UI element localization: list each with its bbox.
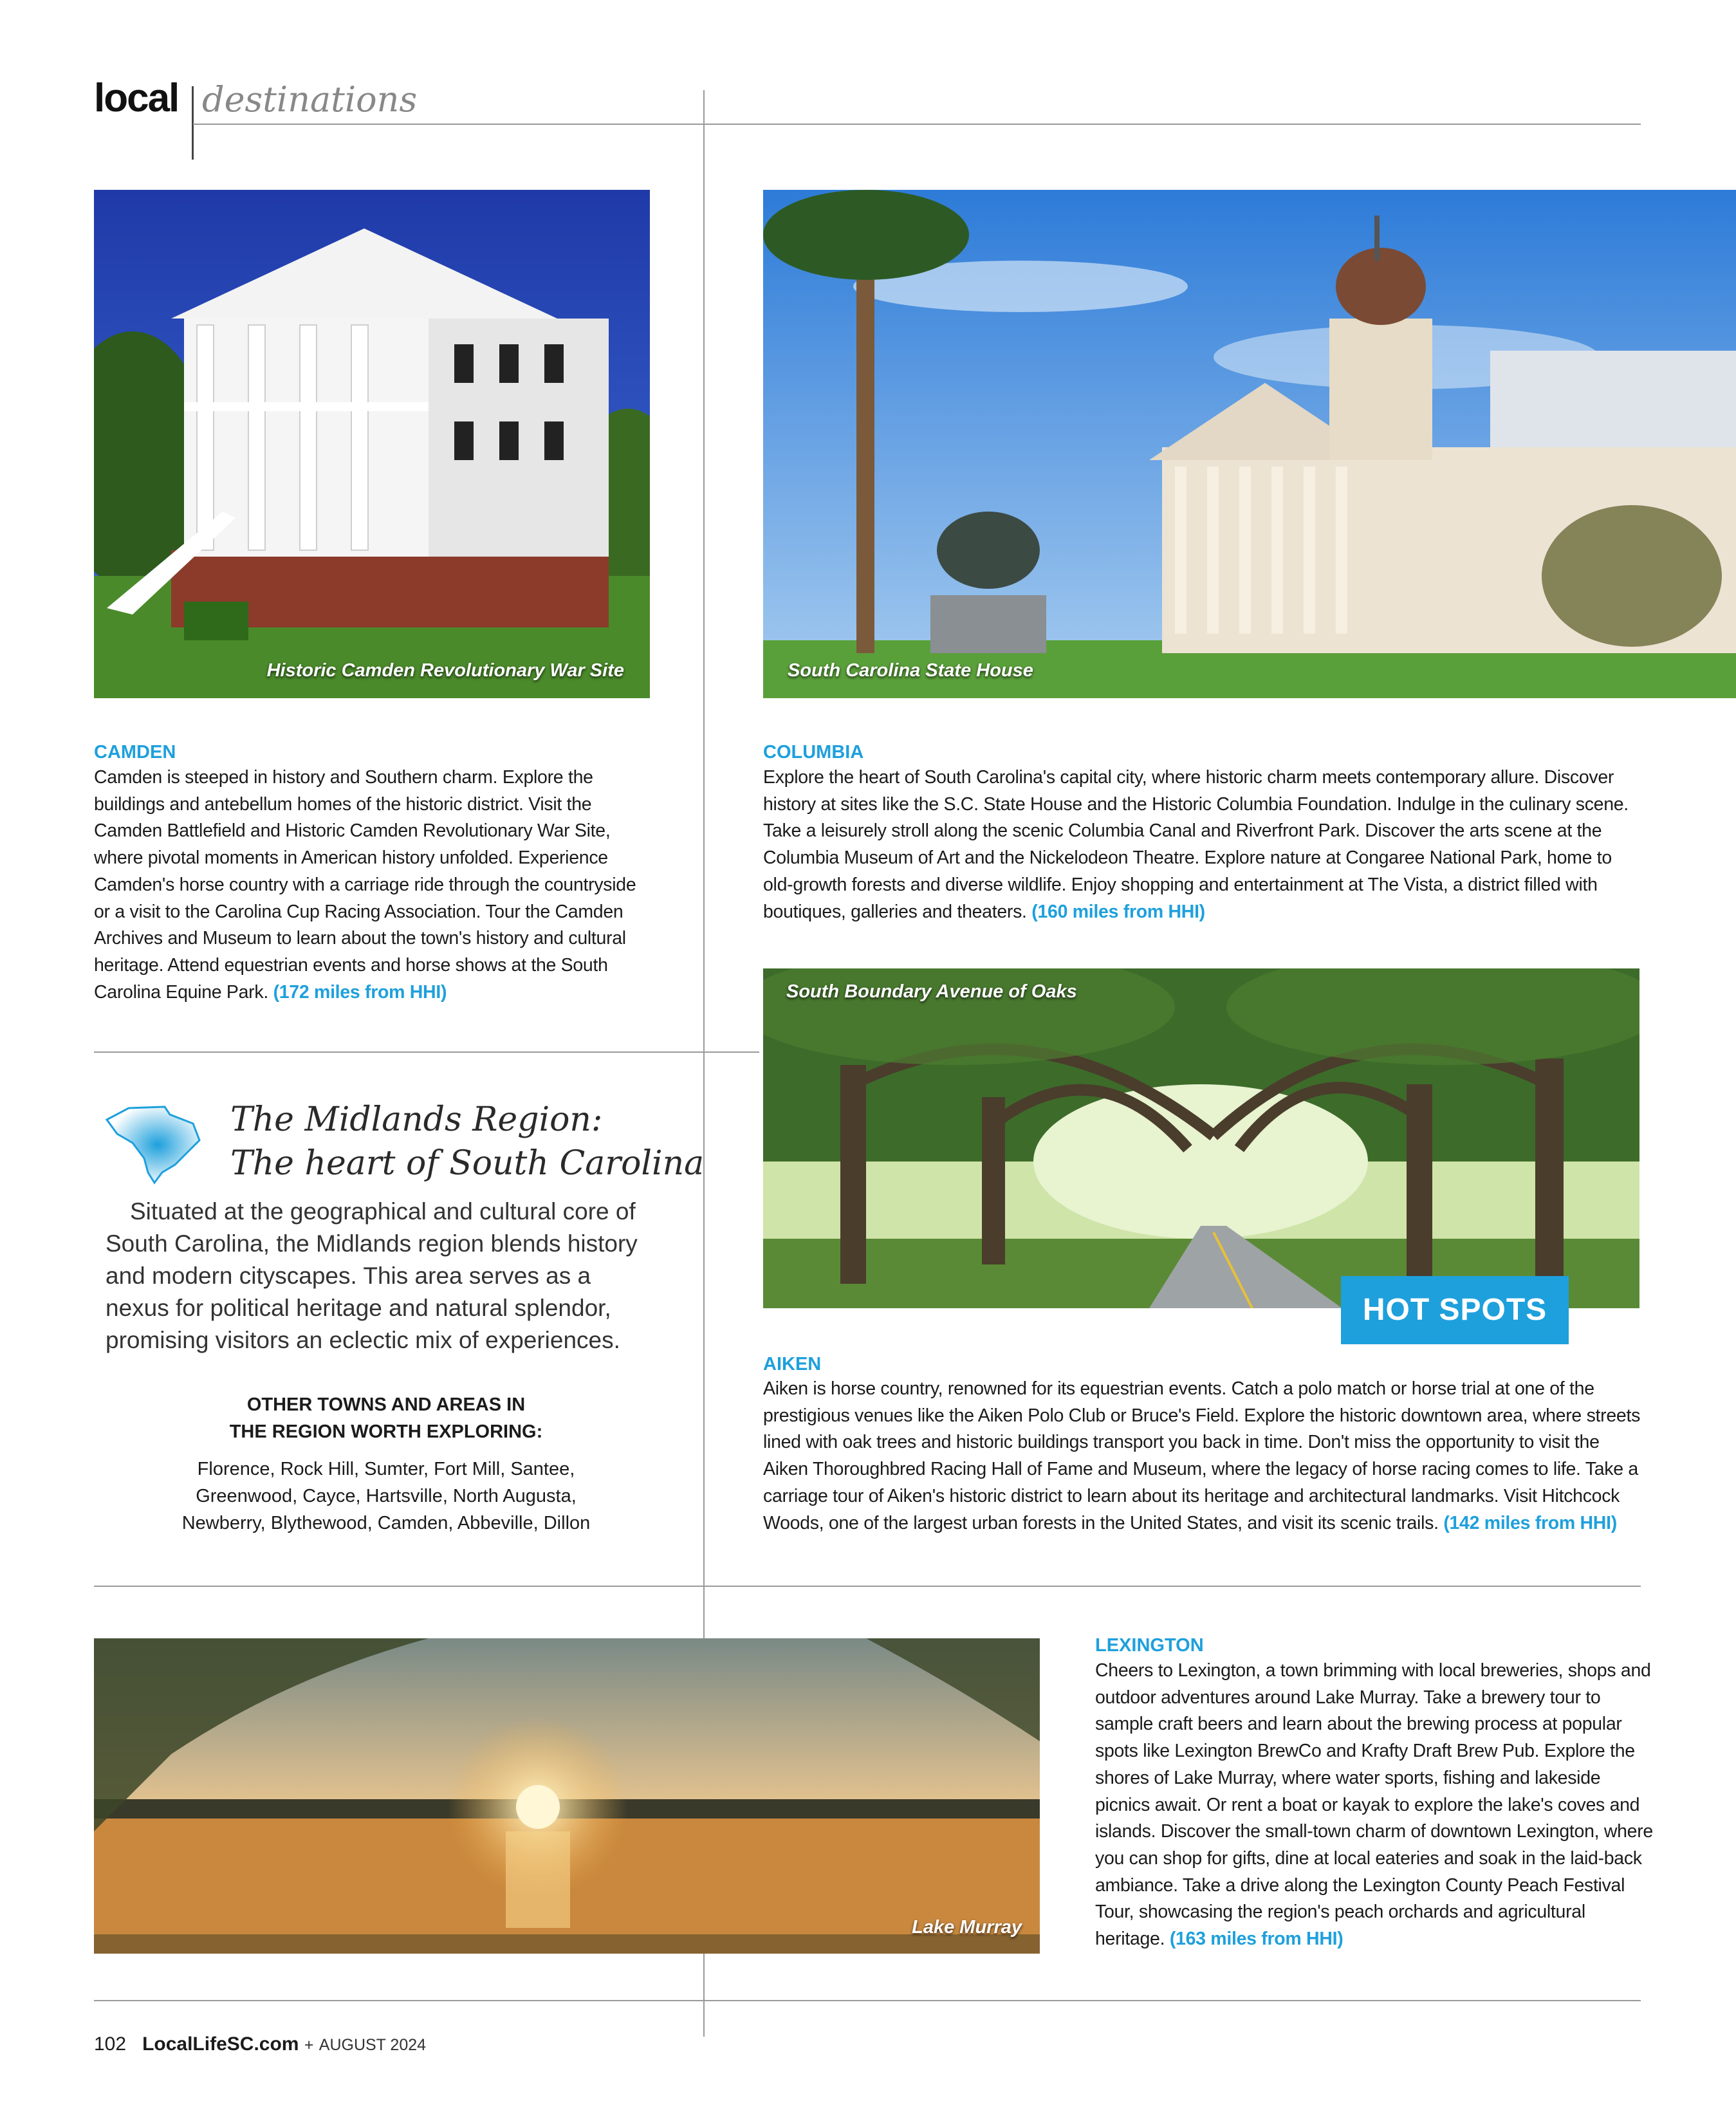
columbia-heading: COLUMBIA (763, 742, 864, 763)
other-towns-heading-line1: OTHER TOWNS AND AREAS IN (246, 1394, 526, 1415)
aiken-caption: South Boundary Avenue of Oaks (786, 981, 1077, 1002)
other-towns-heading (109, 1391, 663, 1445)
camden-caption: Historic Camden Revolutionary War Site (266, 660, 624, 681)
columbia-body-text: Explore the heart of South Carolina's capital city, where historic charm meets contemporary allure. Discover history at sites like the S.C. State House and the Historic Columbia Foundation. Indulge in the culinary scene. Take a leisurely stroll along the scenic Columbia Canal and Riverfront Park. Discover the arts scene at the Columbia Museum of Art and the Nickelodeon Theatre. Explore nature at Congaree National Park, home to old-growth forests and diverse wildlife. Enjoy shopping and entertainment at The Vista, a district filled with boutiques, galleries and theaters. (763, 767, 1629, 922)
region-title-line2: The heart of South Carolina (230, 1144, 705, 1183)
aiken-distance: (142 miles from HHI) (1443, 1512, 1617, 1533)
footer-date: AUGUST 2024 (319, 2036, 427, 2054)
lake-murray-photo (94, 1638, 1040, 1954)
lexington-body (1095, 1658, 1655, 1953)
lexington-distance: (163 miles from HHI) (1169, 1929, 1344, 1950)
lexington-heading: LEXINGTON (1095, 1635, 1204, 1656)
south-carolina-map-icon (103, 1102, 206, 1187)
towns-line: Newberry, Blythewood, Camden, Abbeville, Dillon (181, 1513, 591, 1533)
columbia-photo (763, 190, 1736, 698)
region-title-line1: The Midlands Region: (230, 1100, 603, 1139)
section-title: destinations (202, 79, 418, 120)
section-rule (94, 1586, 1641, 1587)
camden-heading: CAMDEN (94, 742, 176, 763)
aiken-body-text: Aiken is horse country, renowned for its equestrian events. Catch a polo match or horse trial at one of the prestigious venues like the Aiken Polo Club or Bruce's Field. Explore the historic downtown area, where streets lined with oak trees and historic buildings transport you back in time. Don't miss the opportunity to visit the Aiken Thoroughbred Racing Hall of Fame and Museum, where the legacy of horse racing comes to life. Take a carriage tour of Aiken's historic district to learn about its heritage and architectural landmarks. Visit Hitchcock Woods, one of the largest urban forests in the United States, and visit its scenic trails. (763, 1378, 1641, 1533)
aiken-body (763, 1376, 1642, 1537)
region-description: Situated at the geographical and cultural core of South Carolina, the Midlands region blends history and modern cityscapes. This area serves as a nexus for political heritage and natural splendor, promising visitors an eclectic mix of experiences. (106, 1198, 638, 1353)
footer-site: LocalLifeSC.com (142, 2033, 299, 2055)
camden-body-text: Camden is steeped in history and Southern charm. Explore the buildings and antebellum homes of the historic district. Visit the Camden Battlefield and Historic Camden Revolutionary War Site, where pivotal moments in American history unfolded. Experience Camden's horse country with a carriage ride through the countryside or a visit to the Carolina Cup Racing Association. Tour the Camden Archives and Museum to learn about the town's history and cultural heritage. Attend equestrian events and horse shows at the South Carolina Equine Park. (94, 767, 636, 1003)
columbia-body (763, 764, 1641, 925)
towns-line: Florence, Rock Hill, Sumter, Fort Mill, Santee, (197, 1459, 575, 1479)
other-towns-list (109, 1456, 663, 1537)
hot-spots-badge: HOT SPOTS (1341, 1276, 1569, 1344)
camden-photo (94, 190, 650, 698)
page-footer (94, 2033, 426, 2055)
header-rule (193, 124, 1641, 125)
other-towns-heading-line2: THE REGION WORTH EXPLORING: (229, 1421, 543, 1442)
mid-rule (94, 1051, 759, 1053)
aiken-heading: AIKEN (763, 1354, 822, 1374)
footer-separator: + (304, 2036, 314, 2054)
header-divider (192, 86, 194, 160)
region-title (230, 1098, 704, 1185)
brand-logo: local (94, 76, 179, 120)
lake-murray-caption: Lake Murray (912, 1917, 1022, 1938)
camden-body (94, 764, 654, 1006)
footer-rule (94, 2000, 1641, 2001)
towns-line: Greenwood, Cayce, Hartsville, North Augusta, (196, 1486, 577, 1506)
columbia-distance: (160 miles from HHI) (1031, 901, 1205, 922)
page-number: 102 (94, 2033, 127, 2055)
camden-distance: (172 miles from HHI) (273, 981, 447, 1003)
aiken-photo (763, 968, 1639, 1308)
columbia-caption: South Carolina State House (788, 660, 1033, 681)
lexington-body-text: Cheers to Lexington, a town brimming with local breweries, shops and outdoor adventures around Lake Murray. Take a brewery tour to sample craft beers and learn about the brewing process at popular spots like Lexington BrewCo and Krafty Draft Brew Pub. Explore the shores of Lake Murray, where water sports, fishing and lakeside picnics await. Or rent a boat or kayak to explore the lake's coves and islands. Discover the small-town charm of downtown Lexington, where you can shop for gifts, dine at local eateries and soak in the laid-back ambiance. Take a drive along the Lexington County Peach Festival Tour, showcasing the region's peach orchards and agricultural heritage. (1095, 1660, 1653, 1950)
